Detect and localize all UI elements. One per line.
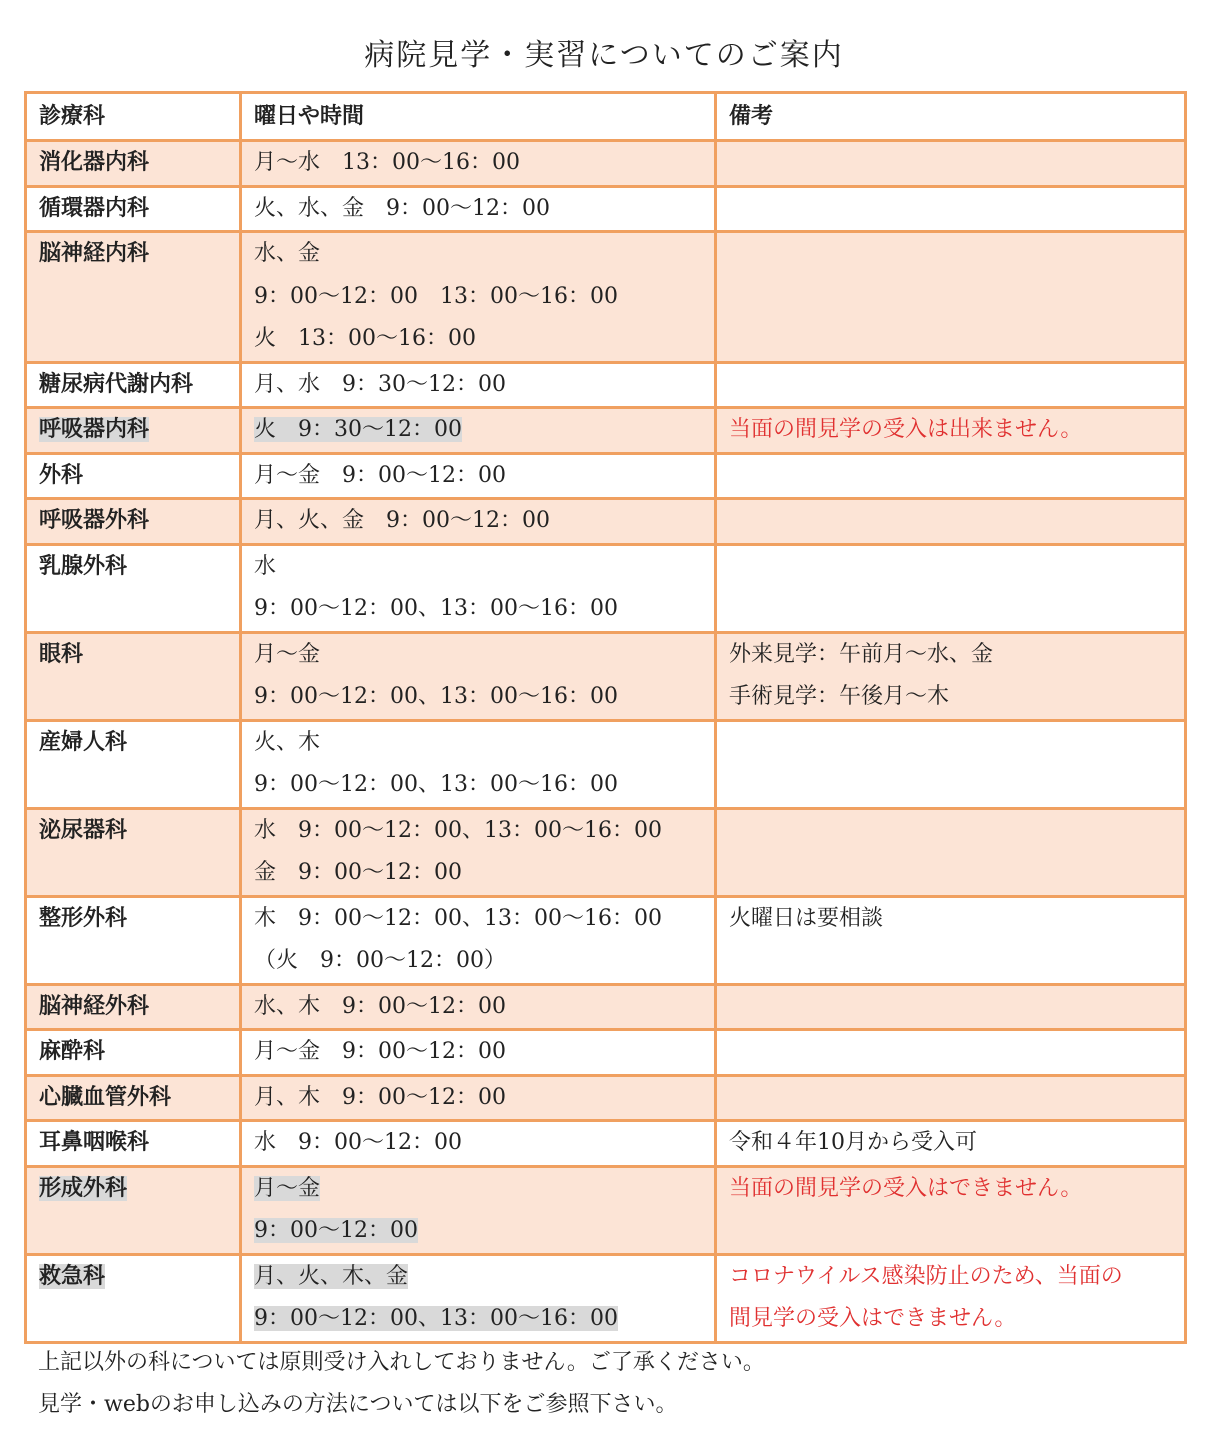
schedule-cell — [241, 1121, 716, 1167]
header-department: 診療科 — [26, 93, 241, 141]
department-name: 乳腺外科 — [39, 553, 128, 579]
department-name: 形成外科 — [39, 1175, 128, 1201]
notes-cell — [716, 544, 1186, 632]
header-schedule: 曜日や時間 — [241, 93, 716, 141]
department-name: 糖尿病代謝内科 — [39, 371, 194, 397]
department-name: 呼吸器内科 — [39, 417, 150, 442]
page-title: 病院見学・実習についてのご案内 — [364, 38, 844, 73]
department-cell — [26, 808, 241, 896]
footer-note-1: 上記以外の科については原則受け入れしておりません。ご了承ください。 — [38, 1350, 765, 1375]
department-cell — [26, 141, 241, 187]
notes-cell — [716, 1075, 1186, 1121]
note-line: 火曜日は要相談 — [729, 905, 884, 931]
schedule-line: 月、火、金 9：00〜12：00 — [254, 508, 550, 533]
notes-cell — [716, 453, 1186, 499]
table-row — [26, 1075, 1186, 1121]
notes-cell — [716, 632, 1186, 720]
department-cell — [26, 453, 241, 499]
schedule-line: 9：00〜12：00、13：00〜16：00 — [254, 684, 618, 709]
table-header-row — [26, 93, 1186, 141]
schedule-line: 火 13：00〜16：00 — [254, 326, 476, 351]
schedule-line: 月、水 9：30〜12：00 — [254, 371, 506, 397]
schedule-cell — [241, 632, 716, 720]
department-cell — [26, 984, 241, 1030]
department-cell — [26, 232, 241, 363]
schedule-line: 月、木 9：00〜12：00 — [254, 1084, 506, 1110]
schedule-cell — [241, 896, 716, 984]
table-row — [26, 808, 1186, 896]
notes-cell — [716, 1030, 1186, 1076]
schedule-cell — [241, 1030, 716, 1076]
table-row — [26, 544, 1186, 632]
notes-cell — [716, 186, 1186, 232]
notes-cell — [716, 499, 1186, 545]
schedule-line: 月〜金 9：00〜12：00 — [254, 1039, 506, 1064]
notes-cell — [716, 720, 1186, 808]
department-name: 眼科 — [39, 641, 84, 667]
department-cell — [26, 896, 241, 984]
schedule-line: 水、金 — [254, 241, 321, 266]
schedule-line: 火 9：30〜12：00 — [254, 417, 462, 442]
department-cell — [26, 1030, 241, 1076]
department-name: 耳鼻咽喉科 — [39, 1130, 150, 1155]
schedule-cell — [241, 984, 716, 1030]
table-row — [26, 1254, 1186, 1342]
table-row — [26, 896, 1186, 984]
table-row — [26, 632, 1186, 720]
table-row — [26, 232, 1186, 363]
department-cell — [26, 720, 241, 808]
schedule-line: 9：00〜12：00 — [254, 1218, 418, 1243]
table-row — [26, 984, 1186, 1030]
schedule-line: 9：00〜12：00 13：00〜16：00 — [254, 283, 618, 309]
note-line: 当面の間見学の受入は出来ません。 — [729, 417, 1083, 442]
table-row — [26, 1030, 1186, 1076]
table-row — [26, 408, 1186, 454]
schedule-line: 木 9：00〜12：00、13：00〜16：00 — [254, 905, 662, 931]
schedule-cell — [241, 720, 716, 808]
table-row — [26, 141, 1186, 187]
department-cell — [26, 1166, 241, 1254]
note-line: 令和４年10月から受入可 — [729, 1130, 977, 1155]
schedule-line: 月〜金 — [254, 641, 321, 667]
schedule-line: 月〜金 — [254, 1175, 321, 1201]
department-name: 消化器内科 — [39, 150, 150, 175]
schedule-cell — [241, 1166, 716, 1254]
notes-cell — [716, 1121, 1186, 1167]
department-schedule-table — [24, 91, 1187, 1344]
schedule-line: 9：00〜12：00、13：00〜16：00 — [254, 596, 618, 621]
notes-cell — [716, 808, 1186, 896]
schedule-cell — [241, 544, 716, 632]
department-name: 心臓血管外科 — [39, 1084, 172, 1110]
header-notes: 備考 — [716, 93, 1186, 141]
schedule-line: 水 — [254, 553, 277, 579]
notes-cell — [716, 362, 1186, 408]
schedule-line: 水 9：00〜12：00 — [254, 1130, 462, 1155]
schedule-line: 月〜金 9：00〜12：00 — [254, 462, 506, 488]
notes-cell — [716, 408, 1186, 454]
footer-note-2: 見学・webのお申し込みの方法については以下をご参照下さい。 — [38, 1392, 678, 1417]
department-name: 救急科 — [39, 1263, 106, 1289]
schedule-line: 月〜水 13：00〜16：00 — [254, 150, 520, 175]
schedule-cell — [241, 141, 716, 187]
notes-cell — [716, 984, 1186, 1030]
department-cell — [26, 1075, 241, 1121]
schedule-cell — [241, 453, 716, 499]
note-line: 当面の間見学の受入はできません。 — [729, 1175, 1083, 1201]
table-row — [26, 362, 1186, 408]
table-row — [26, 1121, 1186, 1167]
schedule-line: 火、水、金 9：00〜12：00 — [254, 195, 550, 221]
notes-cell — [716, 232, 1186, 363]
department-cell — [26, 499, 241, 545]
schedule-cell — [241, 1254, 716, 1342]
table-row — [26, 499, 1186, 545]
department-cell — [26, 186, 241, 232]
department-cell — [26, 362, 241, 408]
department-name: 脳神経内科 — [39, 241, 150, 266]
schedule-line: 9：00〜12：00、13：00〜16：00 — [254, 1306, 618, 1331]
notes-cell — [716, 141, 1186, 187]
department-name: 外科 — [39, 462, 84, 488]
note-line: 外来見学：午前月〜水、金 — [729, 641, 994, 667]
department-name: 脳神経外科 — [39, 993, 150, 1019]
notes-cell — [716, 1254, 1186, 1342]
schedule-cell — [241, 1075, 716, 1121]
schedule-cell — [241, 408, 716, 454]
department-name: 循環器内科 — [39, 195, 150, 221]
department-cell — [26, 1121, 241, 1167]
table-row — [26, 453, 1186, 499]
table-row — [26, 186, 1186, 232]
department-name: 泌尿器科 — [39, 817, 128, 843]
department-cell — [26, 408, 241, 454]
schedule-line: 金 9：00〜12：00 — [254, 860, 462, 885]
schedule-cell — [241, 362, 716, 408]
schedule-cell — [241, 499, 716, 545]
notes-cell — [716, 896, 1186, 984]
department-cell — [26, 1254, 241, 1342]
schedule-line: 火、木 — [254, 729, 321, 755]
schedule-line: 水 9：00〜12：00、13：00〜16：00 — [254, 817, 662, 843]
department-name: 麻酔科 — [39, 1039, 106, 1064]
schedule-line: 水、木 9：00〜12：00 — [254, 993, 506, 1019]
table-row — [26, 720, 1186, 808]
schedule-line: （火 9：00〜12：00） — [254, 948, 506, 973]
note-line: 間見学の受入はできません。 — [729, 1306, 1017, 1331]
notes-cell — [716, 1166, 1186, 1254]
department-name: 産婦人科 — [39, 729, 128, 755]
schedule-cell — [241, 808, 716, 896]
department-name: 整形外科 — [39, 905, 128, 931]
note-line: コロナウイルス感染防止のため、当面の — [729, 1263, 1123, 1289]
department-cell — [26, 544, 241, 632]
department-name: 呼吸器外科 — [39, 508, 150, 533]
schedule-line: 9：00〜12：00、13：00〜16：00 — [254, 772, 618, 797]
schedule-line: 月、火、木、金 — [254, 1263, 409, 1289]
department-cell — [26, 632, 241, 720]
schedule-cell — [241, 186, 716, 232]
schedule-cell — [241, 232, 716, 363]
note-line: 手術見学：午後月〜木 — [729, 684, 950, 709]
table-row — [26, 1166, 1186, 1254]
